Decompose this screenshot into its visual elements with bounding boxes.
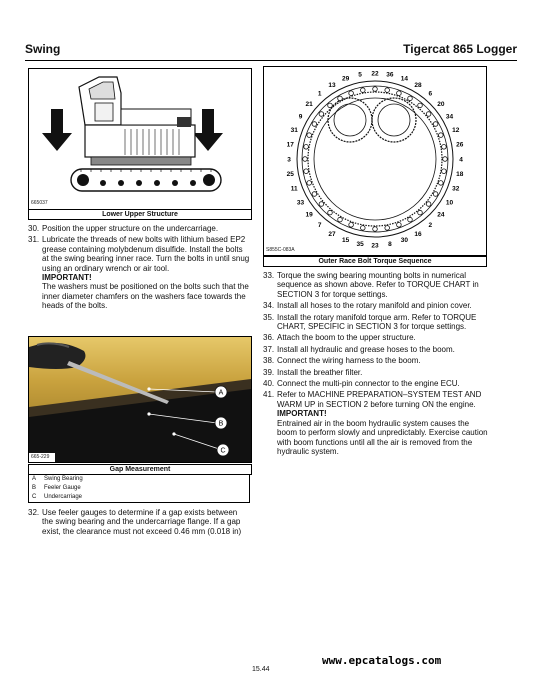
- bolt-hole: [418, 103, 423, 108]
- step-item: 34. Install all hoses to the rotary manifold and pinion cover.: [263, 301, 472, 311]
- bolt-sequence-number: 28: [414, 81, 422, 89]
- bolt-hole: [433, 122, 438, 127]
- legend-table: [28, 475, 250, 503]
- important-note: Entrained air in the boom hydraulic system causes the boom to perform slowly and unpredictably. Exercise caution with boom functions until all the air is removed from the hydraulic system.: [277, 418, 488, 456]
- bolt-hole: [338, 217, 343, 222]
- bolt-hole: [439, 181, 444, 186]
- bolt-hole: [442, 169, 447, 174]
- bolt-sequence-number: 6: [428, 90, 433, 98]
- bolt-hole: [303, 157, 308, 162]
- down-arrow-left-icon: [42, 109, 72, 151]
- bolt-sequence-number: 21: [305, 101, 313, 108]
- down-arrow-right-icon: [193, 109, 223, 151]
- bolt-hole: [408, 217, 413, 222]
- bolt-sequence-number: 8: [388, 241, 392, 248]
- bolt-hole: [304, 169, 309, 174]
- legend-row: A Swing Bearing: [28, 475, 250, 484]
- steps-list-right: [263, 271, 491, 458]
- bolt-sequence-number: 22: [371, 70, 379, 78]
- bolt-hole: [338, 96, 343, 101]
- bolt-hole: [328, 210, 333, 215]
- step-item: 39. Install the breather filter.: [263, 367, 363, 377]
- bolt-hole: [426, 112, 431, 117]
- bolt-sequence-number: 26: [456, 141, 464, 149]
- bolt-sequence-number: 3: [287, 156, 291, 164]
- callout-a: [215, 386, 227, 398]
- bolt-hole: [349, 223, 354, 228]
- step-item: 31. Lubricate the threads of new bolts with lithium based EP2 grease containing molybdenum disulfide. Install the bolts at the swing bearing inner race. Turn the bolts in until snug using an ordinary wrench or air tool. IMPORTANT! The washers must be positioned on the bolts such that the inner diameter chamfers on the washers face towards the heads of the bolts.: [28, 235, 250, 311]
- bolt-sequence-figure: [263, 66, 487, 256]
- bolt-sequence-number: 2: [428, 222, 433, 230]
- bolt-hole: [443, 157, 448, 162]
- track-frame: [71, 169, 221, 191]
- figure-caption: Outer Race Bolt Torque Sequence: [263, 256, 487, 267]
- gap-measurement-figure: [28, 336, 252, 463]
- bolt-hole: [439, 133, 444, 138]
- upper-body: [85, 125, 195, 157]
- step-item: 30. Position the upper structure on the undercarriage.: [28, 224, 219, 233]
- section-title: Swing: [25, 42, 61, 56]
- callout-b: [215, 417, 227, 429]
- bolt-sequence-number: 31: [290, 126, 298, 134]
- lower-upper-structure-figure: [28, 68, 252, 210]
- bolt-hole: [307, 133, 312, 138]
- svg-text:A: A: [218, 389, 224, 397]
- bolt-hole: [349, 91, 354, 96]
- model-title: Tigercat 865 Logger: [403, 42, 517, 56]
- callout-c: [217, 444, 229, 456]
- bolt-sequence-number: 19: [305, 211, 313, 219]
- bolt-sequence-number: 29: [341, 75, 350, 83]
- bolt-sequence-number: 36: [386, 71, 394, 79]
- bolt-sequence-number: 24: [437, 211, 445, 219]
- bolt-hole: [361, 226, 366, 231]
- bolt-sequence-number: 5: [358, 71, 362, 79]
- bolt-hole: [397, 91, 402, 96]
- bolt-hole: [307, 181, 312, 186]
- bolt-hole: [385, 226, 390, 231]
- step-item: 35. Install the rotary manifold torque arm. Refer to TORQUE CHART, SPECIFIC in SECTION 3 for torque settings.: [263, 312, 477, 332]
- bolt-sequence-number: 18: [456, 171, 464, 179]
- bolt-hole: [373, 87, 378, 92]
- step-item: 32. Use feeler gauges to determine if a gap exists between the swing bearing and the undercarriage flange. If a gap exist, the clearance must not exceed 0.46 mm (0.018 in): [28, 508, 242, 536]
- bolt-sequence-number: 27: [328, 230, 336, 238]
- bolt-sequence-number: 14: [400, 75, 409, 83]
- step-item: 36. Attach the boom to the upper structure.: [263, 333, 416, 343]
- bolt-sequence-number: 35: [356, 241, 364, 248]
- legend-row: C Undercarriage: [28, 493, 250, 503]
- bolt-sequence-number: 4: [459, 156, 463, 164]
- bolt-sequence-number: 12: [452, 126, 460, 134]
- step-item: 37. Install all hydraulic and grease hoses to the boom.: [263, 344, 455, 354]
- steps-list-left-2: [28, 508, 250, 538]
- bolt-hole: [312, 192, 317, 197]
- page-header: [25, 40, 517, 61]
- bolt-sequence-number: 10: [445, 199, 454, 207]
- figure-id: 665-229: [31, 454, 50, 460]
- bolt-sequence-number: 32: [452, 185, 460, 193]
- figure-caption: Lower Upper Structure: [28, 209, 252, 220]
- bolt-sequence-number: 17: [286, 141, 294, 149]
- bolt-hole: [319, 202, 324, 207]
- bolt-hole: [442, 145, 447, 150]
- svg-text:C: C: [220, 447, 226, 455]
- bolt-hole: [319, 112, 324, 117]
- legend-row: B Feeler Gauge: [28, 484, 250, 493]
- bolt-sequence-number: 11: [290, 185, 298, 193]
- bolt-hole: [304, 145, 309, 150]
- important-label: IMPORTANT!: [277, 409, 327, 419]
- bolt-sequence-number: 30: [400, 237, 409, 245]
- bolt-sequence-number: 34: [445, 113, 454, 121]
- bolt-sequence-number: 16: [414, 230, 422, 238]
- figure-id: S855C-083A: [266, 247, 295, 253]
- important-note: The washers must be positioned on the bolts such that the inner diameter chamfers on the washers face towards the heads of the bolts.: [42, 282, 249, 311]
- important-label: IMPORTANT!: [42, 273, 92, 283]
- bolt-hole: [328, 103, 333, 108]
- svg-text:B: B: [218, 420, 224, 428]
- bolt-hole: [433, 192, 438, 197]
- bolt-hole: [361, 88, 366, 93]
- gap-photo: [29, 337, 251, 462]
- bolt-sequence-number: 9: [298, 113, 303, 121]
- bolt-hole: [426, 202, 431, 207]
- bolt-hole: [373, 227, 378, 232]
- bolt-hole: [418, 210, 423, 215]
- bolt-hole: [408, 96, 413, 101]
- figure-id: 665037: [31, 200, 48, 206]
- excavator-illustration: [29, 69, 251, 209]
- step-item: 38. Connect the wiring harness to the boom.: [263, 356, 421, 366]
- bolt-sequence-number: 15: [341, 237, 350, 245]
- bolt-hole: [385, 88, 390, 93]
- step-item: 41. Refer to MACHINE PREPARATION–SYSTEM TEST AND WARM UP in SECTION 2 before turning ON the engine. IMPORTANT! Entrained air in the boom hydraulic system causes the boom to perform slowly and unpredictably. Exercise caution with boom functions until all the air is removed from the hydraulic system.: [263, 390, 491, 456]
- step-item: 33. Torque the swing bearing mounting bolts in numerical sequence as shown above. Refer to TORQUE CHART in SECTION 3 for torque settings.: [263, 271, 479, 299]
- bolt-hole: [397, 223, 402, 228]
- bolt-sequence-number: 13: [328, 81, 336, 89]
- page-number: 15.44: [252, 666, 270, 673]
- bolt-hole: [312, 122, 317, 127]
- figure-caption: Gap Measurement: [28, 464, 252, 475]
- steps-list-left: [28, 224, 250, 313]
- bolt-sequence-number: 23: [371, 242, 379, 250]
- bolt-sequence-number: 25: [286, 171, 294, 179]
- step-item: 40. Connect the multi-pin connector to the engine ECU.: [263, 379, 460, 389]
- bolt-sequence-number: 7: [317, 222, 322, 230]
- bolt-sequence-number: 1: [317, 90, 322, 98]
- bolt-sequence-number: 20: [437, 101, 445, 108]
- bolt-sequence-number: 33: [296, 199, 305, 207]
- watermark: www.epcatalogs.com: [322, 654, 442, 667]
- bolt-sequence-diagram: [264, 67, 486, 255]
